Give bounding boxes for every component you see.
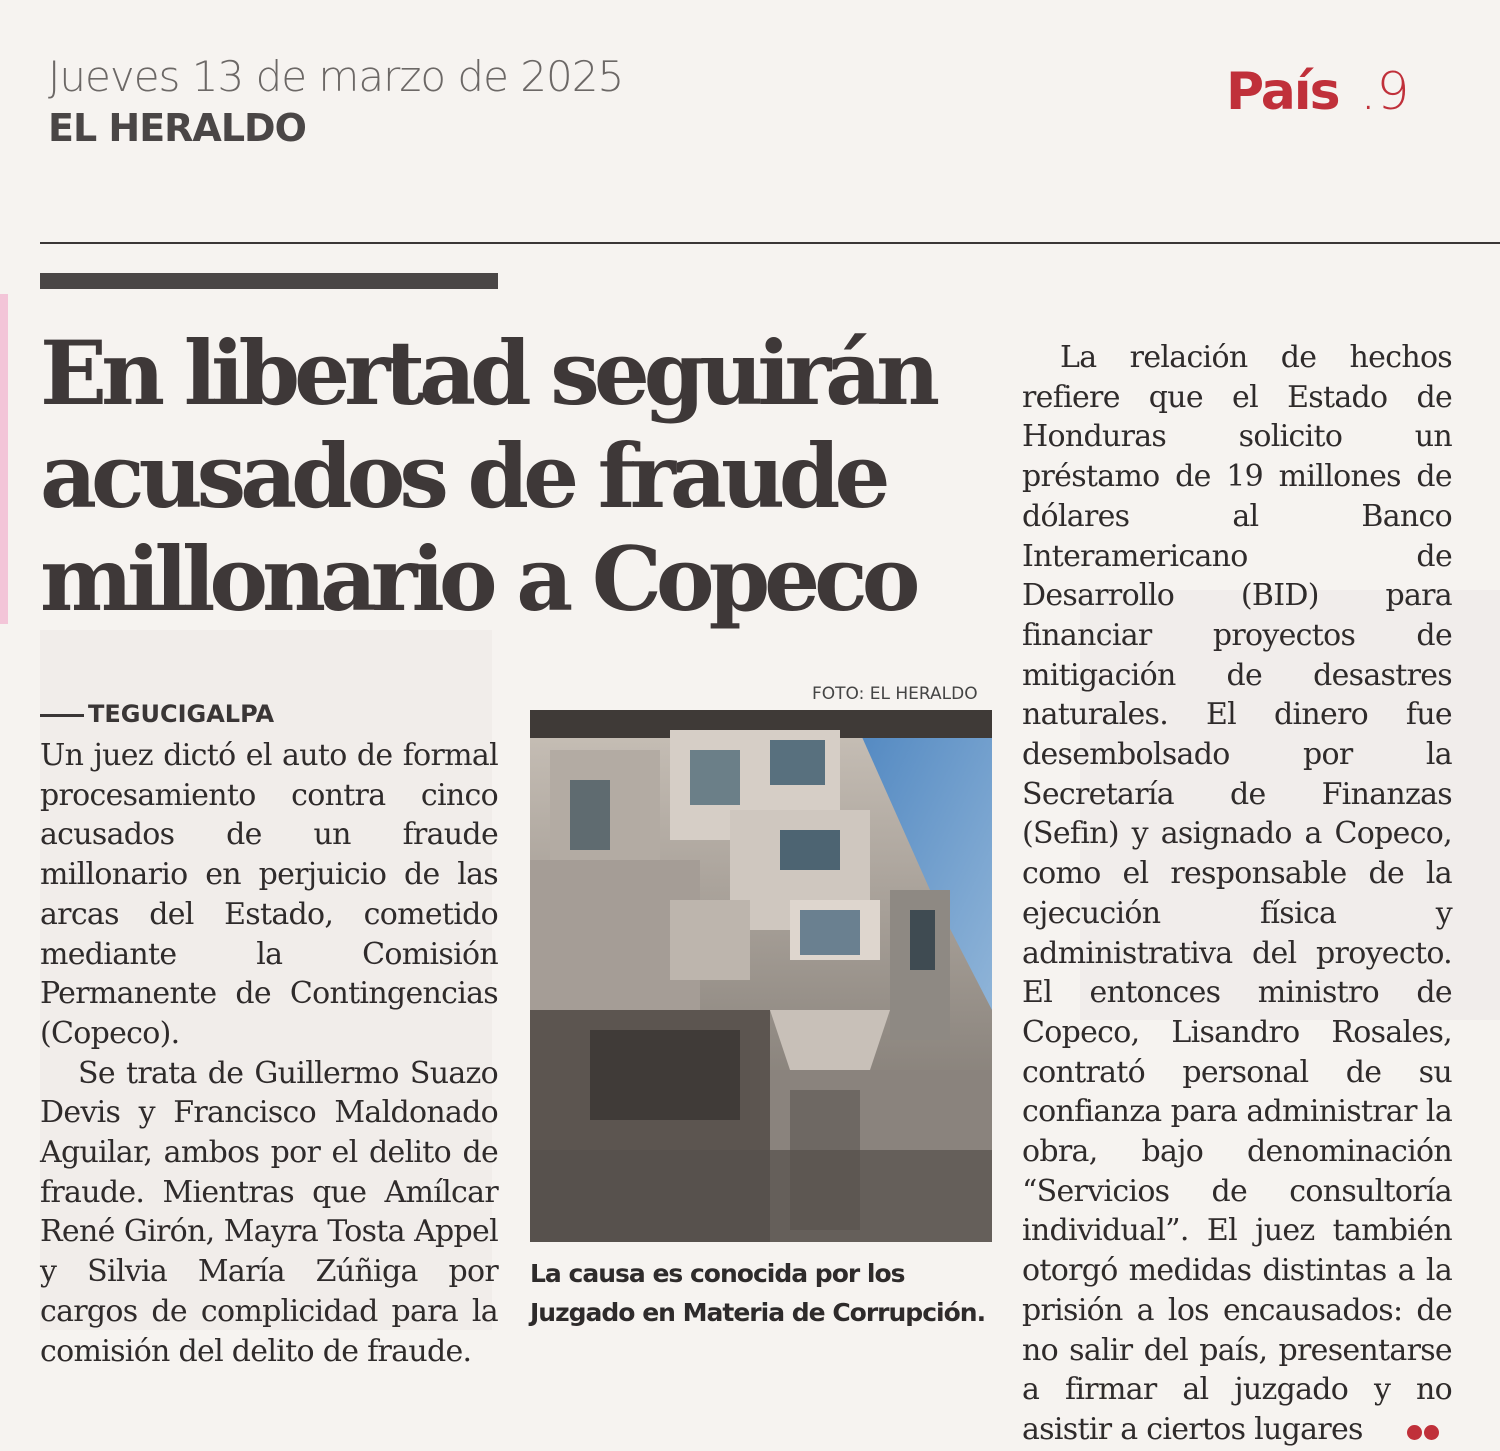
photo-caption: La causa es conocida por los Juzgado en Materia de Corrupción.: [530, 1259, 986, 1327]
photo-credit: FOTO: EL HERALDO: [812, 684, 978, 704]
paragraph: Un juez dictó el auto de formal procesamiento contra cinco acusados de un fraude millonario en perjuicio de las arcas del Estado, cometido mediante la Comisión Permanente de Contingencias (Copeco).: [40, 738, 498, 1051]
end-of-article-mark: [1369, 1411, 1441, 1451]
paragraph-text: La relación de hechos refiere que el Estado de Honduras solicito un préstamo de 19 millones de dólares al Banco Interamericano de Desarrollo (BID) para financiar proyectos de mitigación de desastres naturales. El dinero fue desembolsado por la Secretaría de Finanzas (Sefin) y asignado a Copeco, como el responsable de la ejecución física y administrativa del proyecto. El entonces ministro de Copeco, Lisandro Rosales, contrató personal de su confianza para administrar la obra, bajo denominación “Servicios de consultoría individual”. El juez también otorgó medidas distintas a la prisión a los encausados: de no salir del país, presentarse a firmar al juzgado y no asistir a ciertos lugares: [1022, 340, 1452, 1447]
dateline: TEGUCIGALPA: [40, 700, 274, 728]
building-photo-illustration: [530, 710, 992, 1242]
issue-date: Jueves 13 de marzo de 2025: [48, 52, 624, 101]
article-column-2: [1022, 338, 1452, 1451]
margin-mark: [0, 294, 8, 624]
article-column-1: [40, 736, 498, 1371]
building-photo: [530, 710, 992, 1242]
header-rule: [40, 242, 1500, 244]
headline: En libertad seguirán acusados de fraude millonario a Copeco: [40, 321, 935, 631]
newspaper-name: EL HERALDO: [48, 106, 306, 150]
paragraph: Se trata de Guillermo Suazo Devis y Francisco Maldonado Aguilar, ambos por el delito de fraude. Mientras que Amílcar René Girón, Mayra Tosta Appel y Silvia María Zúñiga por cargos de complicidad para la comisión del delito de fraude.: [40, 1055, 498, 1369]
section-name: País: [1226, 62, 1339, 122]
page-number: .9: [1360, 62, 1410, 122]
headline-bar: [40, 273, 498, 289]
paragraph: [1022, 338, 1452, 1451]
